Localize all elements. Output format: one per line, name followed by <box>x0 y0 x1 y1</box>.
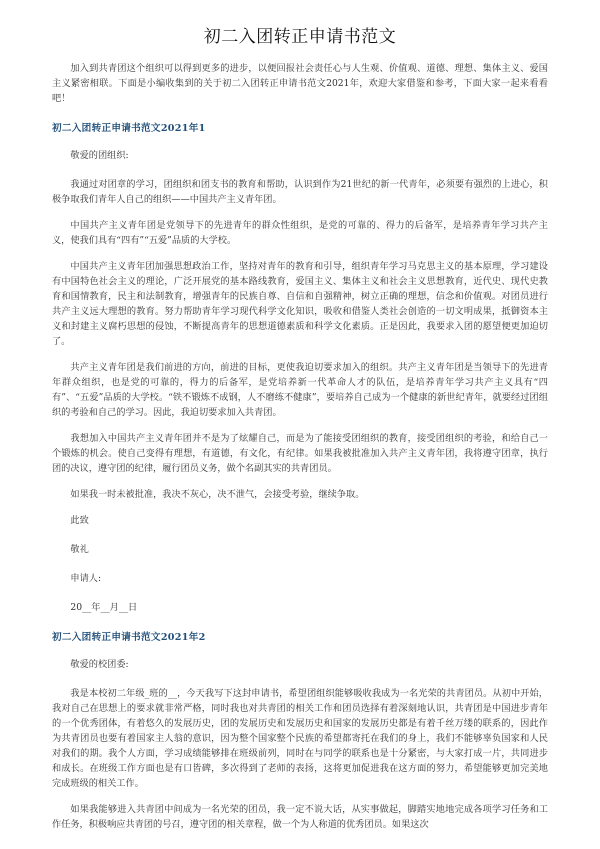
section-2-greeting: 敬爱的校团委: <box>70 659 129 670</box>
section-1-paragraph: 我通过对团章的学习，团组织和团支书的教育和帮助，认识到作为21世纪的新一代青年，必须要有强烈的上进心，积极争取我们青年人自己的组织——中国共产主义青年团。 <box>52 179 548 205</box>
section-2-heading: 初二入团转正申请书范文2021年2 <box>52 632 206 643</box>
section-1-paragraph: 共产主义青年团是我们前进的方向，前进的目标，更使我迫切要求加入的组织。共产主义青年团是当领导下的先进青年群众组织，也是党的可靠的，得力的后备军，是党培养新一代革命人才的队伍，是培养青年学习共产主义具有“四有”、“五爱”品质的大学校。“铁不锻炼不成钢，人不磨练不健康”，要培养自己成为一个健康的新世纪青年，就要经过团组织的考验和自己的学习。因此，我迫切要求加入共青团。 <box>52 362 548 418</box>
section-1-paragraph: 中国共产主义青年团是党领导下的先进青年的群众性组织，是党的可靠的、得力的后备军，是培养青年学习共产主义，使我们具有“四有”“五爱”品质的大学校。 <box>52 220 548 246</box>
section-2-paragraph: 我是本校初二年级_班的__，今天我写下这封申请书，希望团组织能够吸收我成为一名光荣的共青团员。从初中开始，我对自己在思想上的要求就非常严格，同时我也对共青团的相关工作和团员选择有着深刻地认识，共青团是中国进步青年的一个优秀团体，有着悠久的发展历史，团的发展历史和发展历史和国家的发展历史都是有着千丝万缕的联系的，因此作为共青团员也要有着国家主人翁的意识，因为整个国家整个民族的希望都寄托在我们的身上，我们不能够辜负国家和人民对我们的期。我个人方面，学习成绩能够排在班级前列，同时在与同学的联系也是十分紧密，与大家打成一片，共同进步和成长。在班级工作方面也是有口皆碑，多次得到了老师的表扬，这将更加促进我在这方面的努力，希望能够更加完美地完成班级的相关工作。 <box>52 688 548 789</box>
closing-regards: 敬礼 <box>70 544 89 555</box>
section-1-paragraph: 中国共产主义青年团加强思想政治工作，坚持对青年的教育和引导，组织青年学习马克思主义的基本原理，学习建设有中国特色社会主义的理论，广泛开展党的基本路线教育，爱国主义、集体主义和社会主义思想教育，近代史、现代史教育和国情教育，民主和法制教育，增强青年的民族自尊、自信和自强精神，树立正确的理想，信念和价值观。对团员进行共产主义远大理想的教育。努力帮助青年学习现代科学文化知识，吸收和借鉴人类社会创造的一切文明成果，抵御资本主义和封建主义腐朽思想的侵蚀，不断提高青年的思想道德素质和科学文化素质。正是因此，我要求入团的愿望便更加迫切了。 <box>52 261 548 347</box>
section-1-paragraph: 我想加入中国共产主义青年团并不是为了炫耀自己，而是为了能接受团组织的教育，接受团组织的考验，和给自己一个锻炼的机会。使自己变得有理想，有道德，有文化，有纪律。如果我被批准加入共产主义青年团，我将遵守团章，执行团的决议，遵守团的纪律，履行团员义务，做个名副其实的共青团员。 <box>52 433 548 474</box>
closing-salutation: 此致 <box>70 515 89 526</box>
section-1-paragraph: 如果我一时未被批准，我决不灰心，决不泄气，会接受考验，继续争取。 <box>70 489 365 500</box>
section-1-heading: 初二入团转正申请书范文2021年1 <box>52 123 206 134</box>
applicant-label: 申请人: <box>70 573 102 584</box>
section-1-greeting: 敬爱的团组织: <box>70 150 129 161</box>
document-title: 初二入团转正申请书范文 <box>203 27 397 47</box>
intro-paragraph: 加入到共青团这个组织可以得到更多的进步，以便回报社会责任心与人生观、价值观、道德、理想、集体主义、爱国主义紧密相联。下面是小编收集到的关于初二入团转正申请书范文2021年，欢迎大家借鉴和参考，下面大家一起来看看吧！ <box>52 63 548 104</box>
date-line: 20__年__月__日 <box>70 602 138 613</box>
section-2-paragraph: 如果我能够进入共青团中间成为一名光荣的团员，我一定不说大话，从实事做起，脚踏实地地完成各项学习任务和工作任务，积极响应共青团的号召，遵守团的相关章程，做一个为人称道的优秀团员。如果这次 <box>52 804 548 830</box>
